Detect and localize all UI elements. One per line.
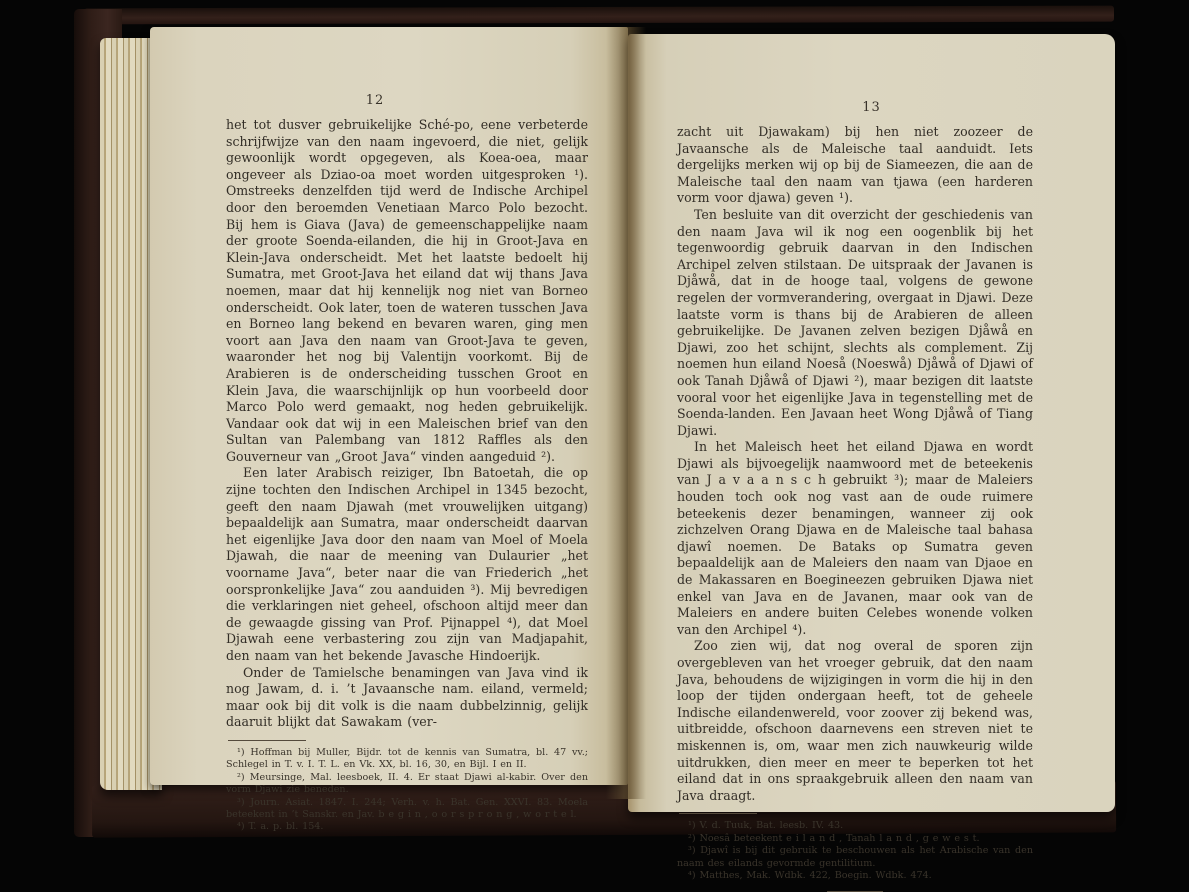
right-page-number: 13 <box>862 100 881 115</box>
left-page <box>150 27 628 833</box>
footnote: ³) Journ. Asiat. 1847. I. 244; Verh. v. h. Bat. Gen. XXVI. 83. Moela beteekent in ’t Sanskr. en Jav. b e g i n , o o r s p r o n g , w o r t e l. <box>226 796 588 820</box>
left-page-number: 12 <box>365 93 385 108</box>
paragraph: zacht uit Djawakam) bij hen niet zoozeer de Javaansche als de Maleische taal aanduidt. Iets dergelijks merken wij op bij de Siameezen, die aan de Maleische taal den naam van tjawa (een harderen vorm voor djawa) geven ¹). <box>677 124 1033 206</box>
paragraph: Onder de Tamielsche benamingen van Java vind ik nog Jawam, d. i. ’t Javaansche nam. eiland, vermeld; maar ook bij dit volk is die naam dubbelzinnig, gelijk daaruit blijkt dat Sawakam (ver- <box>226 664 588 730</box>
footnote-divider <box>228 740 306 741</box>
paragraph: Een later Arabisch reiziger, Ibn Batoetah, die op zijne tochten den Indischen Archipel in 1345 bezocht, geeft den naam Djawah (met vrouwelijken uitgang) bepaaldelijk aan Sumatra, maar onderscheidt daarvan het eigenlijke Java door den naam van Moel of Moela Djawah, die naar de meening van Dulaurier „het voorname Java“, beter naar die van Friederich „het oorspronkelijke Java“ zou aanduiden ³). Mij bevredigen die verklaringen niet geheel, ofschoon altijd meer dan de gewaagde gissing van Prof. Pijnappel ⁴), dat Moel Djawah eene verbastering zou zijn van Madjapahit, den naam van het bekende Javasche Hindoerijk. <box>226 465 588 663</box>
footnote: ²) Noesâ beteekent e i l a n d , Tanah l a n d , g e w e s t. <box>688 832 980 844</box>
paragraph: In het Maleisch heet het eiland Djawa en wordt Djawi als bijvoegelijk naamwoord met de beteekenis van J a v a a n s c h gebruikt ³); maar de Maleiers houden toch ook nog vast aan de oude ruimere beteekenis dezer benamingen, wanneer zij ook zichzelven Orang Djawa en de Maleische taal bahasa djawî noemen. De Bataks op Sumatra geven bepaaldelijk aan de Maleiers den naam van Djaoe en de Makassaren en Boegineezen gebruiken Djawa niet enkel van Java en de Javanen, maar ook van de Maleiers en andere buiten Celebes wonende volken van den Archipel ⁴). <box>677 439 1033 637</box>
footnote: ³) Djawî is bij dit gebruik te beschouwen als het Arabische van den naam des eilands gevormde gentilitium. <box>677 845 1033 869</box>
right-page-footnotes <box>677 820 1033 882</box>
paragraph: Ten besluite van dit overzicht der geschiedenis van den naam Java wil ik nog een oogenblik bij het tegenwoordig gebruik daarvan in den Indischen Archipel zelven stilstaan. De uitspraak der Javanen is Djåwå, dat in de hooge taal, volgens de gewone regelen der vormverandering, overgaat in Djawi. Deze laatste vorm is thans bij de Arabieren de alleen gebruikelijke. De Javanen zelven bezigen Djåwå en Djawi, zoo het schijnt, slechts als complement. Zij noemen hun eiland Noeså (Noeswå) Djåwå of Djawi of ook Tanah Djåwå of Djawi ²), maar bezigen dit laatste vooral voor het eigenlijke Java in tegenstelling met de Soenda-landen. Een Javaan heet Wong Djåwå of Tiang Djawi. <box>677 206 1033 438</box>
book-cover-top-edge <box>84 6 1114 25</box>
footnote: ¹) V. d. Tuuk, Bat. leesb. IV. 43. <box>688 820 844 832</box>
footnote: ⁴) Matthes, Mak. Wdbk. 422, Boegin. Wdbk. 474. <box>688 869 932 881</box>
paragraph: het tot dusver gebruikelijke Sché-po, eene verbeterde schrijfwijze van den naam ingevoerd, die niet, gelijk gewoonlijk wordt opgegeven, als Koea-oea, maar ongeveer als Dziao-oa moet worden uitgesproken ¹). Omstreeks denzelfden tijd werd de Indische Archipel door den beroemden Venetiaan Marco Polo bezocht. Bij hem is Giava (Java) de gemeenschappelijke naam der groote Soenda-eilanden, die hij in Groot-Java en Klein-Java onderscheidt. Met het laatste bedoelt hij Sumatra, met Groot-Java het eiland dat wij thans Java noemen, maar dat hij kennelijk nog niet van Borneo onderscheidt. Ook later, toen de wateren tusschen Java en Borneo lang bekend en bevaren waren, ging men voort aan Java den naam van Groot-Java te geven, waaronder het nog bij Valentijn voorkomt. Bij de Arabieren is de onderscheiding tusschen Groot en Klein Java, die waarschijnlijk op hun voorbeeld door Marco Polo werd gemaakt, nog heden gebruikelijk. Vandaar ook dat wij in een Maleischen brief van den Sultan van Palembang van 1812 Raffles als den Gouverneur van „Groot Java“ vinden aangeduid ²). <box>226 117 588 464</box>
footnote: ¹) Hoffman bij Muller, Bijdr. tot de kennis van Sumatra, bl. 47 vv.; Schlegel in T. v. I. T. L. en Vk. XX, bl. 16, 30, en Bijl. I en II. <box>226 746 588 771</box>
footnote-divider <box>679 813 757 814</box>
right-page-text-block <box>677 124 1033 892</box>
right-page <box>628 34 1115 881</box>
footnote: ²) Meursinge, Mal. leesboek, II. 4. Er staat Djawi al-kabir. Over den vorm Djawi zie beneden. <box>226 771 588 796</box>
footnote: ⁴) T. a. p. bl. 154. <box>237 821 324 833</box>
left-page-text-block <box>226 117 588 834</box>
left-page-footnotes <box>226 747 588 834</box>
paragraph: Zoo zien wij, dat nog overal de sporen zijn overgebleven van het vroeger gebruik, dat den naam Java, behoudens de wijzigingen in vorm die hij in den loop der tijden ondergaan heeft, tot de geheele Indische eilandenwereld, voor zoover zij bekend was, uitbreidde, ofschoon daarnevens een streven niet te miskennen is, om, waar men zich nauwkeurig wilde uitdrukken, dien meer en meer te beperken tot het eiland dat in ons spraakgebruik alleen den naam van Java draagt. <box>677 638 1033 803</box>
